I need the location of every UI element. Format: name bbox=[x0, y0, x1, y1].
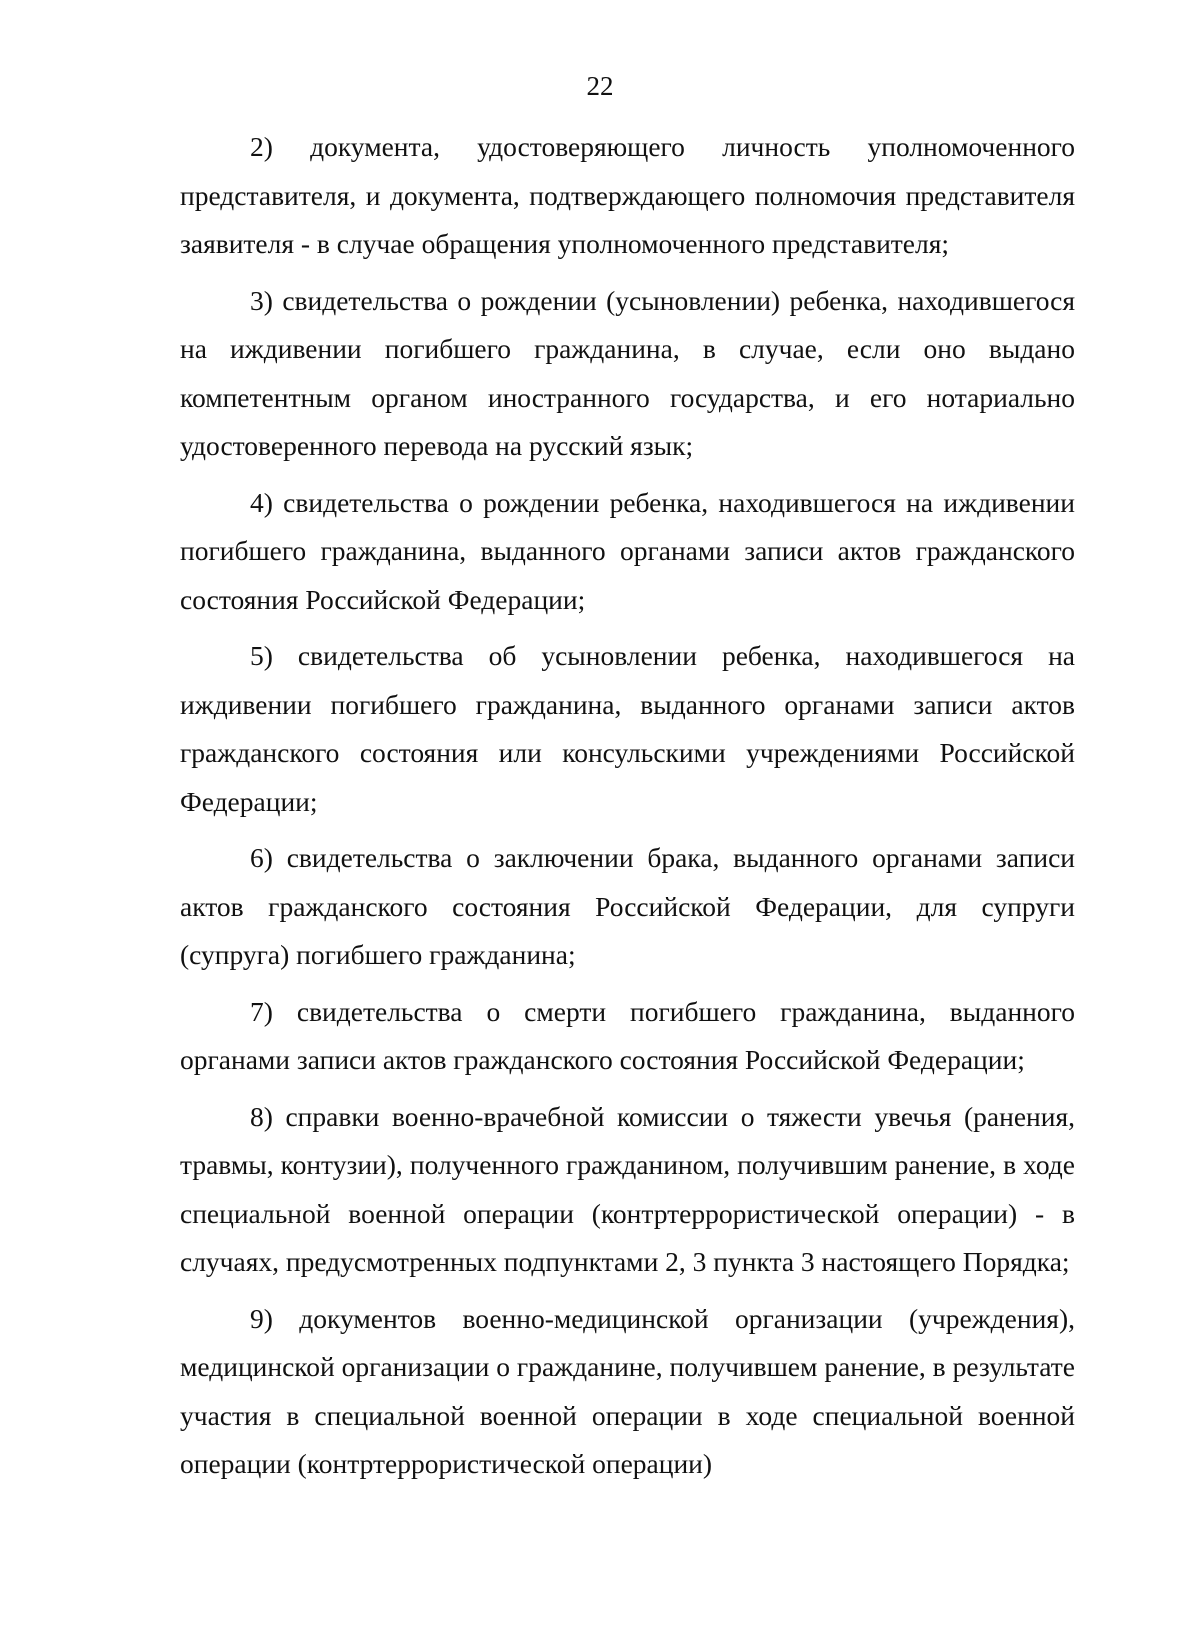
paragraph-item-6: 6) свидетельства о заключении брака, выданного органами записи актов гражданского состояния Российской Федерации, для супруги (супруга) погибшего гражданина; bbox=[180, 842, 1075, 970]
paragraph-item-4: 4) свидетельства о рождении ребенка, находившегося на иждивении погибшего гражданина, выданного органами записи актов гражданского состояния Российской Федерации; bbox=[180, 486, 1075, 615]
paragraph-item-5: 5) свидетельства об усыновлении ребенка, находившегося на иждивении погибшего гражданина, выданного органами записи актов гражданского состояния или консульскими учреждениями Российской Федерации; bbox=[180, 640, 1075, 817]
page-number: 22 bbox=[586, 71, 614, 101]
paragraph-item-9: 9) документов военно-медицинской организации (учреждения), медицинской организации о гражданине, получившем ранение, в результате участия в специальной военной операции в ходе специальной военной операции (контртеррористической операции) bbox=[180, 1302, 1075, 1479]
paragraph-item-8: 8) справки военно-врачебной комиссии о тяжести увечья (ранения, травмы, контузии), полученного гражданином, получившим ранение, в ходе специальной военной операции (контртеррористической операции) - в случаях, предусмотренных подпунктами 2, 3 пункта 3 настоящего Порядка; bbox=[180, 1100, 1075, 1277]
paragraph-item-7: 7) свидетельства о смерти погибшего гражданина, выданного органами записи актов гражданского состояния Российской Федерации; bbox=[180, 995, 1075, 1075]
paragraph-item-3: 3) свидетельства о рождении (усыновлении) ребенка, находившегося на иждивении погибшего гражданина, в случае, если оно выдано компетентным органом иностранного государства, и его нотариально удостоверенного перевода на русский язык; bbox=[180, 284, 1075, 461]
paragraph-item-2: 2) документа, удостоверяющего личность уполномоченного представителя, и документа, подтверждающего полномочия представителя заявителя - в случае обращения уполномоченного представителя; bbox=[180, 131, 1075, 259]
document-body bbox=[180, 123, 1075, 1489]
